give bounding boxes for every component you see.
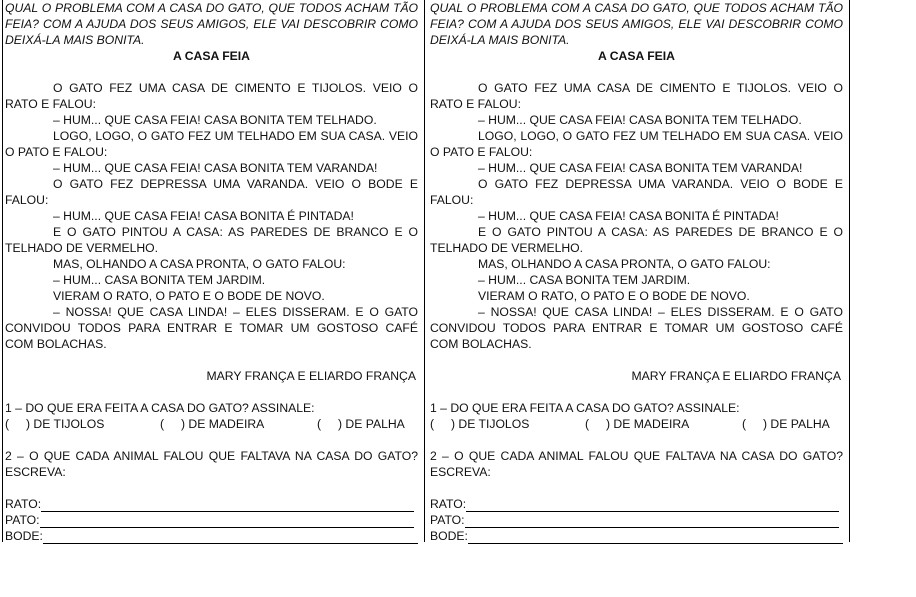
write-line[interactable] [43,532,418,544]
question-2: 2 – O QUE CADA ANIMAL FALOU QUE FALTAVA NA CASA DO GATO? ESCREVA: [430,449,843,479]
author-credit: MARY FRANÇA E ELIARDO FRANÇA [206,369,416,383]
story-paragraph: O GATO FEZ UMA CASA DE CIMENTO E TIJOLOS. VEIO O RATO E FALOU: [430,81,843,111]
story-dialogue: – HUM... QUE CASA FEIA! CASA BONITA TEM TELHADO. [53,113,377,127]
answer-line-pato[interactable] [5,512,418,528]
write-line[interactable] [40,516,414,528]
story-paragraph: O GATO FEZ UMA CASA DE CIMENTO E TIJOLOS. VEIO O RATO E FALOU: [5,81,418,111]
story-dialogue: – HUM... CASA BONITA TEM JARDIM. [478,273,691,287]
story-paragraph: MAS, OLHANDO A CASA PRONTA, O GATO FALOU: [53,257,346,271]
write-line[interactable] [466,500,839,512]
answer-line-bode[interactable] [5,528,418,544]
question-2: 2 – O QUE CADA ANIMAL FALOU QUE FALTAVA NA CASA DO GATO? ESCREVA: [5,449,418,479]
story-paragraph: E O GATO PINTOU A CASA: AS PAREDES DE BRANCO E O TELHADO DE VERMELHO. [5,225,418,255]
answer-line-bode[interactable] [430,528,843,544]
intro-text: QUAL O PROBLEMA COM A CASA DO GATO, QUE TODOS ACHAM TÃO FEIA? COM A AJUDA DOS SEUS AMIGOS, ELE VAI DESCOBRIR COMO DEIXÁ-LA MAIS BONITA. [5,1,418,47]
answer-label: PATO: [5,513,40,527]
story-dialogue: – HUM... QUE CASA FEIA! CASA BONITA É PINTADA! [53,209,354,223]
answer-line-rato[interactable] [5,496,418,512]
answer-label: PATO: [430,513,465,527]
answer-line-pato[interactable] [430,512,843,528]
answer-label: BODE: [5,529,43,543]
question-1: 1 – DO QUE ERA FEITA A CASA DO GATO? ASSINALE: [430,401,740,415]
story-dialogue: – HUM... QUE CASA FEIA! CASA BONITA É PINTADA! [478,209,779,223]
story-paragraph: VIERAM O RATO, O PATO E O BODE DE NOVO. [53,289,325,303]
author-credit: MARY FRANÇA E ELIARDO FRANÇA [631,369,841,383]
write-line[interactable] [41,500,414,512]
question-1-options [430,416,843,432]
story-paragraph: O GATO FEZ DEPRESSA UMA VARANDA. VEIO O BODE E FALOU: [430,177,843,207]
story-paragraph: O GATO FEZ DEPRESSA UMA VARANDA. VEIO O BODE E FALOU: [5,177,418,207]
story-paragraph: – NOSSA! QUE CASA LINDA! – ELES DISSERAM. E O GATO CONVIDOU TODOS PARA ENTRAR E TOMAR UM GOSTOSO CAFÉ COM BOLACHAS. [5,305,418,351]
story-paragraph: VIERAM O RATO, O PATO E O BODE DE NOVO. [478,289,750,303]
story-dialogue: – HUM... QUE CASA FEIA! CASA BONITA TEM VARANDA! [478,161,803,175]
column-divider [424,0,425,542]
story-dialogue: – HUM... QUE CASA FEIA! CASA BONITA TEM VARANDA! [53,161,378,175]
worksheet-left [5,0,418,544]
story-dialogue: – HUM... QUE CASA FEIA! CASA BONITA TEM TELHADO. [478,113,802,127]
story-paragraph: LOGO, LOGO, O GATO FEZ UM TELHADO EM SUA CASA. VEIO O PATO E FALOU: [430,129,843,159]
option-palha[interactable]: ( ) DE PALHA [742,417,830,431]
answer-label: BODE: [430,529,468,543]
story-paragraph: MAS, OLHANDO A CASA PRONTA, O GATO FALOU: [478,257,771,271]
story-title: A CASA FEIA [173,49,250,63]
story-paragraph: LOGO, LOGO, O GATO FEZ UM TELHADO EM SUA CASA. VEIO O PATO E FALOU: [5,129,418,159]
answer-line-rato[interactable] [430,496,843,512]
write-line[interactable] [465,516,839,528]
story-title: A CASA FEIA [598,49,675,63]
option-tijolos[interactable]: ( ) DE TIJOLOS [430,417,530,431]
story-paragraph: E O GATO PINTOU A CASA: AS PAREDES DE BRANCO E O TELHADO DE VERMELHO. [430,225,843,255]
answer-label: RATO: [5,497,42,511]
option-tijolos[interactable]: ( ) DE TIJOLOS [5,417,105,431]
answer-label: RATO: [430,497,467,511]
intro-text: QUAL O PROBLEMA COM A CASA DO GATO, QUE TODOS ACHAM TÃO FEIA? COM A AJUDA DOS SEUS AMIGOS, ELE VAI DESCOBRIR COMO DEIXÁ-LA MAIS BONITA. [430,1,843,47]
worksheet-right [430,0,843,544]
option-palha[interactable]: ( ) DE PALHA [317,417,405,431]
question-1-options [5,416,418,432]
write-line[interactable] [468,532,843,544]
option-madeira[interactable]: ( ) DE MADEIRA [160,417,265,431]
option-madeira[interactable]: ( ) DE MADEIRA [585,417,690,431]
story-dialogue: – HUM... CASA BONITA TEM JARDIM. [53,273,266,287]
story-paragraph: – NOSSA! QUE CASA LINDA! – ELES DISSERAM. E O GATO CONVIDOU TODOS PARA ENTRAR E TOMAR UM GOSTOSO CAFÉ COM BOLACHAS. [430,305,843,351]
question-1: 1 – DO QUE ERA FEITA A CASA DO GATO? ASSINALE: [5,401,315,415]
